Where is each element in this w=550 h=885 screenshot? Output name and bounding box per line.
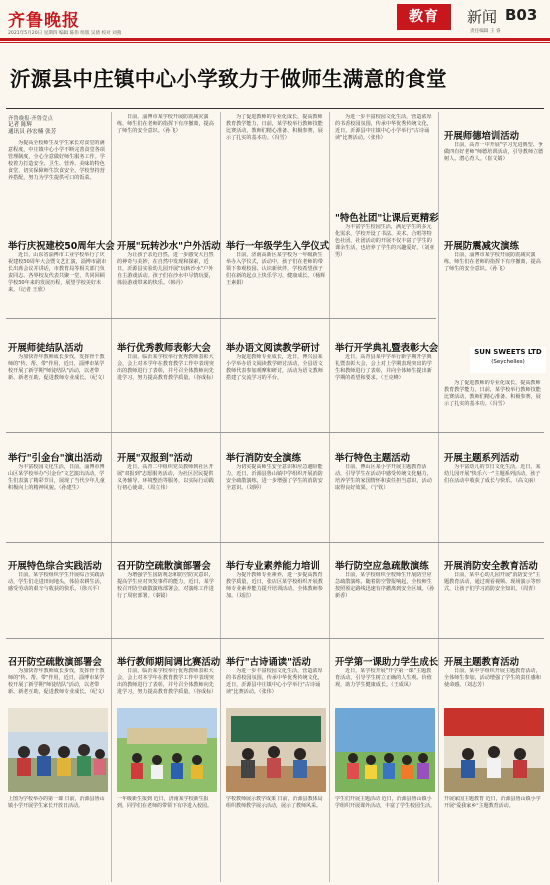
story-body: 为让孩子亲近自然，进一步感受大自然的神奇与美妙，在自然中发现和探索，近日，沂源县实验幼儿园开展"玩转沙水"户外自主游戏活动。孩子们在沙水中尽情玩耍，体验游戏带来的快乐。（韩丹） <box>117 252 214 286</box>
section-badge: 教育 <box>397 4 451 30</box>
story-body: 日前，某中心幼儿园开展"消防安全"主题教育活动，通过观看视频、现场演示等形式，让孩子们学习消防安全知识。（周青） <box>444 572 541 592</box>
photo-caption: 学生们开展主题活动 近日，沂源县鲁山镇小学组织开展课外活动，丰富了学生校园生活。 <box>335 796 435 809</box>
photo-caption: 一年级新生报到 近日，济南某学校新生报到，同学们在老师的带领下有序进入校园。 <box>117 796 213 809</box>
story-body: 为了促进教师的专业化成长，提高教师教育教学能力，日前，某学校举行教师技能比赛活动，教师们精心准备、积极参赛，展示了扎实的基本功。（冯雪） <box>444 380 541 407</box>
story-title: 举行开学典礼暨表彰大会 <box>335 343 439 354</box>
story-title: 举行特色主题活动 <box>335 453 411 464</box>
page-number: B03 <box>505 6 538 24</box>
story-title: 开展师徒结队活动 <box>8 343 84 354</box>
photo-patriotic-education <box>444 708 544 792</box>
story-title: 举行"古诗诵读"活动 <box>226 657 311 668</box>
story-body: 为丰富学生校园生活，满足学生的多元化需求，学校开设了书法、美术、合唱等特色社团，社团活动的开展不仅丰富了学生的课余生活，也培养了学生的兴趣爱好。（刘亚男） <box>335 224 435 258</box>
dateline: 2021年5月20日 星期四 编辑 陈伟 组版 吴倩 校对 刘燕 <box>8 31 122 36</box>
ad-subtitle: (Seychelles) <box>491 359 525 365</box>
story-body: 为切实提高师生安全意识和应急避险能力，近日，沂源县鲁山镇中学组织开展消防安全疏散演练，进一步增强了学生的消防安全意识。（刘婷） <box>226 464 323 491</box>
photo-caption: 上图为学校举办的第一课 日前，沂源县鲁山镇小学开展学生家长开放日活动。 <box>8 796 105 809</box>
news-label: 新闻 <box>467 8 498 26</box>
story-title: 开展防震减灾演练 <box>444 241 520 252</box>
story-body: 为丰富幼儿的节日文化生活，近日，某幼儿园开展"快乐六一"主题系列活动，孩子们在活动中收获了成长与快乐。（高文丽） <box>444 464 541 484</box>
story-body: 近日，某学校开展"开学第一课"主题教育活动，引导学生树立正确的人生观、价值观，助力学生健康成长。（王成凤） <box>335 668 432 688</box>
story-body: 近日，高青县某中学举行新学期开学典礼暨表彰大会，会上对上学期表现突出的学生和教师进行了表彰，并向全体师生提出新学期的希望和要求。（王克峰） <box>335 354 432 381</box>
story-title: 召开防空疏散演部署会 <box>8 657 102 668</box>
photo-caption: 开展家国主题教育 近日，沂源县鲁山镇小学开展"爱我家乡"主题教育活动。 <box>444 796 541 809</box>
story-body: 日前，某中学组织开展主题教育活动，全体师生参加，活动增强了学生的责任感和使命感。（刘志芳） <box>444 668 541 688</box>
newspaper-logo: 齐鲁晚报 <box>8 11 80 31</box>
photo-new-students <box>117 708 217 792</box>
headline-rule <box>6 108 544 109</box>
story-body: 为促进教师专业成长，近日，博兴县某小学举办语文阅读教学研讨活动，全县语文教师代表参加观摩和研讨，活动为语文教师搭建了交流学习的平台。 <box>226 354 323 381</box>
photo-caption: 学校教师展示教学成果 日前，沂源县教体局组织教师教学展示活动，展示了教师风采。 <box>226 796 323 809</box>
story-title: 开展主题系列活动 <box>444 453 520 464</box>
story-title: 举行专业素养能力培训 <box>226 561 320 572</box>
header-rule <box>0 38 550 41</box>
story-body: 日前，临沂某学校举行优秀教师表彰大会，会上对本学年在教育教学工作中表现突出的教师进行了表彰，并号召全体教师向先进学习，努力提高教育教学质量。（谷成标） <box>117 354 217 381</box>
lead-byline: 记者 陈辉 通讯员 孙宏楠 张芳 <box>8 122 57 135</box>
story-title: 召开防空疏散演部署会 <box>117 561 211 572</box>
lead-kicker: 齐鲁晚报·齐鲁壹点 <box>8 116 53 122</box>
story-body: 日前，济南高新区某学校为一年级新生举办入学仪式，活动中，孩子们在老师的带领下参观校园、认识新伙伴，学校希望孩子们在新的起点上快乐学习、健康成长。（杨辉 王素娟） <box>226 252 326 286</box>
story-title: 开展师德培训活动 <box>444 131 520 142</box>
story-title: 举办语文阅读教学研讨 <box>226 343 320 354</box>
column-rule <box>111 112 112 882</box>
story-body: 为了促进教师的专业化成长，提高教师教育教学能力，日前，某学校举行教师技能比赛活动，教师们精心准备、积极参赛，展示了扎实的基本功。（冯雪） <box>226 114 323 141</box>
ad-title: SUN SWEETS LTD <box>474 348 542 356</box>
story-title: 开学第一课助力学生成长 <box>335 657 439 668</box>
row-rule <box>6 542 544 543</box>
story-body: 为进一步丰富校园文化生活，营造浓厚的书香校园氛围，传承中华优秀传统文化，近日，沂源县中庄镇中心小学举行"古诗诵读"比赛活动。（张伟） <box>335 114 432 141</box>
story-title: 举行庆祝建校50周年大会 <box>8 241 115 252</box>
story-title: "特色社团"让课后更精彩 <box>335 213 439 224</box>
masthead <box>0 0 550 58</box>
photo-classroom <box>8 708 108 792</box>
story-title: 开展消防安全教育活动 <box>444 561 538 572</box>
row-rule <box>6 638 544 639</box>
story-title: 举行防空应急疏散演练 <box>335 561 429 572</box>
story-body: 为加快青年教师成长步伐，发挥骨干教师的"传、帮、带"作用，近日，淄博市某学校开展了新学期"师徒结队"活动，以老带新、新老互助，促进教师专业成长。（纪文） <box>8 354 108 381</box>
story-body: 日前，某学校组织全校师生开展防空应急疏散演练，随着防空警报响起，全校师生按照预定路线迅速有序撤离到安全区域。（孙新香） <box>335 572 435 599</box>
story-title: 举行消防安全演练 <box>226 453 302 464</box>
column-rule <box>220 112 221 882</box>
story-body: 日前，某学校组织学生开展综合实践活动，学生们走进田间地头，体验农耕生活，感受劳动的艰辛与收获的快乐。（徐兴平） <box>8 572 105 592</box>
story-body: 日前，临沂某学校举行优秀教师表彰大会，会上对本学年在教育教学工作中表现突出的教师进行了表彰，并号召全体教师向先进学习，努力提高教育教学质量。（谷成标） <box>117 668 217 695</box>
story-title: 开展主题教育活动 <box>444 657 520 668</box>
column-rule <box>329 112 330 882</box>
story-title: 举行一年级学生入学仪式 <box>226 241 330 252</box>
editor-line: 责任编辑 王 睿 <box>470 29 501 34</box>
story-title: 开展特色综合实践活动 <box>8 561 102 572</box>
story-body: 日前，博山区某小学开展主题教育活动，引导学生在活动中感受传统文化魅力，培养学生的家国情怀和责任担当意识，活动取得良好效果。（宁钦） <box>335 464 432 491</box>
story-title: 开展"双报到"活动 <box>117 453 193 464</box>
column-rule <box>438 112 439 882</box>
story-body: 日前，高青一中开展"学习先进典型、争做四有好老师"师德培训活动，引导教师立德树人、潜心育人。（崔文婧） <box>444 142 544 162</box>
story-body: 为进一步丰富校园文化生活，营造浓厚的书香校园氛围，传承中华优秀传统文化，近日，沂源县中庄镇中心小学举行"古诗诵读"比赛活动。（张伟） <box>226 668 323 695</box>
story-body: 近日，高青二中组织党员教师到社区开展"双报到"志愿服务活动，为社区居民提供义务辅导、环境整治等服务，以实际行动践行初心使命。（周立伟） <box>117 464 214 491</box>
advertisement-logo <box>470 347 546 373</box>
story-body: 为加快青年教师成长步伐，发挥骨干教师的"传、帮、带"作用，近日，淄博市某学校开展了新学期"师徒结队"活动，以老带新、新老互助，促进教师专业成长。（纪文） <box>8 668 108 695</box>
story-body: 日前，淄博市某学校开展防震减灾演练，师生们在老师的指挥下有序撤离，提高了师生的安全意识。（孙飞） <box>444 252 541 272</box>
photo-teachers <box>226 708 326 792</box>
story-body: 近日，山东省淄博市工业学校举行了庆祝建校50周年大会暨文艺汇演，淄博市副市长出席会议并讲话，市教育局等相关部门负责同志、各界校友代表共聚一堂，共同回顾学校50年来的发展历程，展望学校美好未来。（记者 王欣） <box>8 252 107 293</box>
lead-body: 为提高全校师生及学生家长对食堂的满意程度，中庄镇中心小学不断完善食堂各项管理制度，全心全意做好师生服务工作。学校着力打造安全、卫生、营养、美味的特色食堂，切实保障师生饮食安全。学校坚持营养搭配，努力为学生提供可口的饭菜。 <box>8 140 105 181</box>
story-body: 为提升教师专业素养，进一步提高教育教学质量，近日，张店区某学校组织开展教师专业素养能力提升培训活动，全体教师参加。（刘洁） <box>226 572 323 599</box>
story-body: 为增强学生国防观念和防空防灾意识，提高学生应对突发事件的能力，近日，某学校召开防空疏散演练部署会，对演练工作进行了周密部署。（秦镜） <box>117 572 214 599</box>
photo-outdoor-activity <box>335 708 435 792</box>
row-rule <box>6 432 544 433</box>
header-thin-rule <box>0 42 550 43</box>
row-rule <box>6 318 436 319</box>
story-body: 为丰富校园文化生活，日前，淄博市博山区某学校举办"引金台"文艺演出活动，学生们表演了精彩节目，展现了当代少年儿童积极向上的精神风貌。（孙建生） <box>8 464 105 491</box>
story-title: 举行教师期间调比赛活动 <box>117 657 221 668</box>
story-body: 日前，淄博市某学校开展防震减灾演练，师生们在老师的指挥下有序撤离，提高了师生的安全意识。（孙飞） <box>117 114 214 134</box>
story-title: 举行"引金台"演出活动 <box>8 453 103 464</box>
story-title: 举行优秀教师表彰大会 <box>117 343 211 354</box>
page-headline: 沂源县中庄镇中心小学致力于做师生满意的食堂 <box>10 67 447 91</box>
story-title: 开展"玩转沙水"户外活动 <box>117 241 221 252</box>
